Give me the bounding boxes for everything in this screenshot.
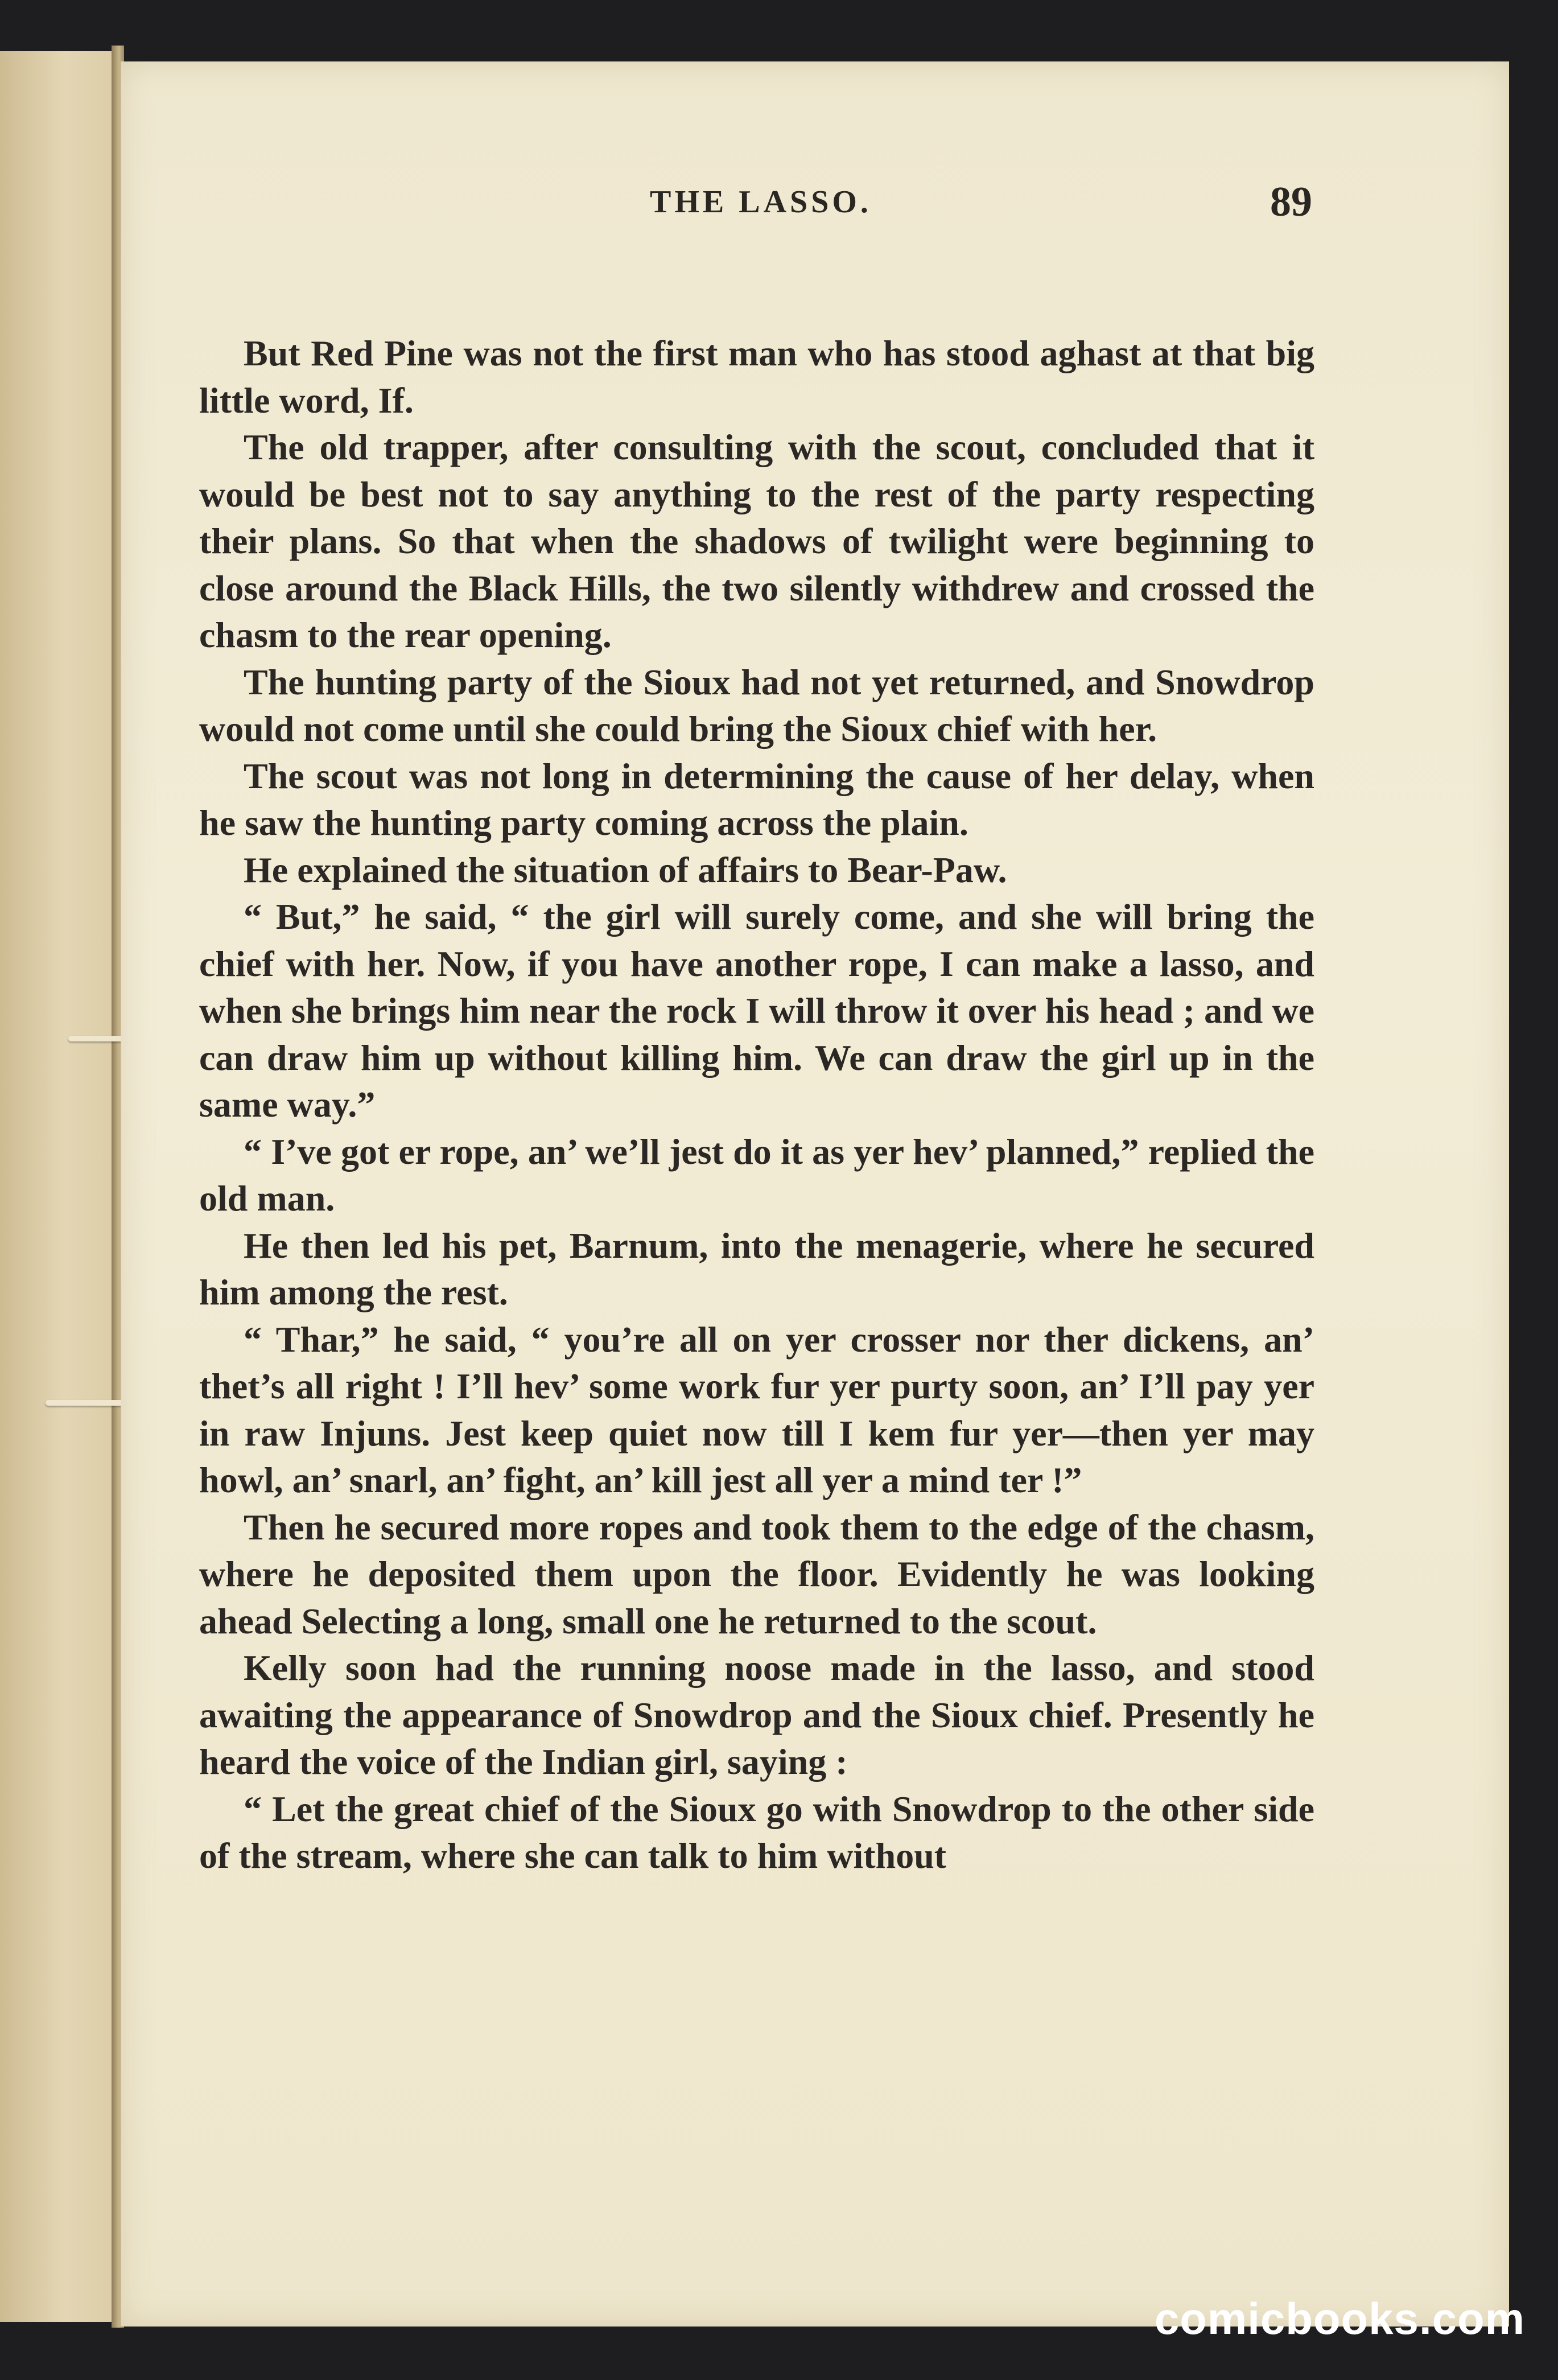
paragraph: “ I’ve got er rope, an’ we’ll jest do it as yer hev’ planned,” replied the old man. xyxy=(199,1131,1314,1218)
site-watermark: comicbooks.com xyxy=(1154,2293,1525,2344)
paragraph: But Red Pine was not the first man who has stood aghast at that big little word, If. xyxy=(199,333,1314,421)
page-header xyxy=(121,179,1509,252)
paragraph: He then led his pet, Barnum, into the menagerie, where he secured him among the rest. xyxy=(199,1225,1314,1312)
body-text xyxy=(199,330,1314,1880)
paragraph: Then he secured more ropes and took them to the edge of the chasm, where he deposited them upon the floor. Evidently he was looking ahead Selecting a long, small one he returned to the scout. xyxy=(199,1506,1314,1641)
running-title: THE LASSO. xyxy=(650,184,872,220)
page-number: 89 xyxy=(1270,179,1312,225)
paragraph: “ But,” he said, “ the girl will surely come, and she will bring the chief with her. Now, if you have another rope, I can make a lasso, and when she brings him near the rock I will throw it over his head ; and we can draw him up without killing him. We can draw the girl up in the same way.” xyxy=(199,896,1314,1125)
paragraph: Kelly soon had the running noose made in the lasso, and stood awaiting the appearance of Snowdrop and the Sioux chief. Presently he heard the voice of the Indian girl, saying : xyxy=(199,1648,1314,1782)
paragraph: “ Thar,” he said, “ you’re all on yer crosser nor ther dickens, an’ thet’s all right ! I’ll hev’ some work fur yer purty soon, an’ I’ll pay yer in raw Injuns. Jest keep quiet now till I kem fur yer—then yer may howl, an’ snarl, an’ fight, an’ kill jest all yer a mind ter !” xyxy=(199,1319,1314,1500)
paragraph: The old trapper, after consulting with the scout, concluded that it would be best not to say anything to the rest of the party respecting their plans. So that when the shadows of twilight were beginning to close around the Black Hills, the two silently withdrew and crossed the chasm to the rear opening. xyxy=(199,427,1314,655)
paragraph: The hunting party of the Sioux had not yet returned, and Snowdrop would not come until she could bring the Sioux chief with her. xyxy=(199,661,1314,749)
paragraph: He explained the situation of affairs to Bear-Paw. xyxy=(244,849,1007,890)
binding-string xyxy=(46,1400,125,1406)
paragraph: “ Let the great chief of the Sioux go with Snowdrop to the other side of the stream, where she can talk to him without xyxy=(199,1788,1314,1876)
book-page xyxy=(121,61,1509,2327)
paragraph: The scout was not long in determining the cause of her delay, when he saw the hunting party coming across the plain. xyxy=(199,755,1314,843)
previous-page-edge xyxy=(0,51,119,2322)
